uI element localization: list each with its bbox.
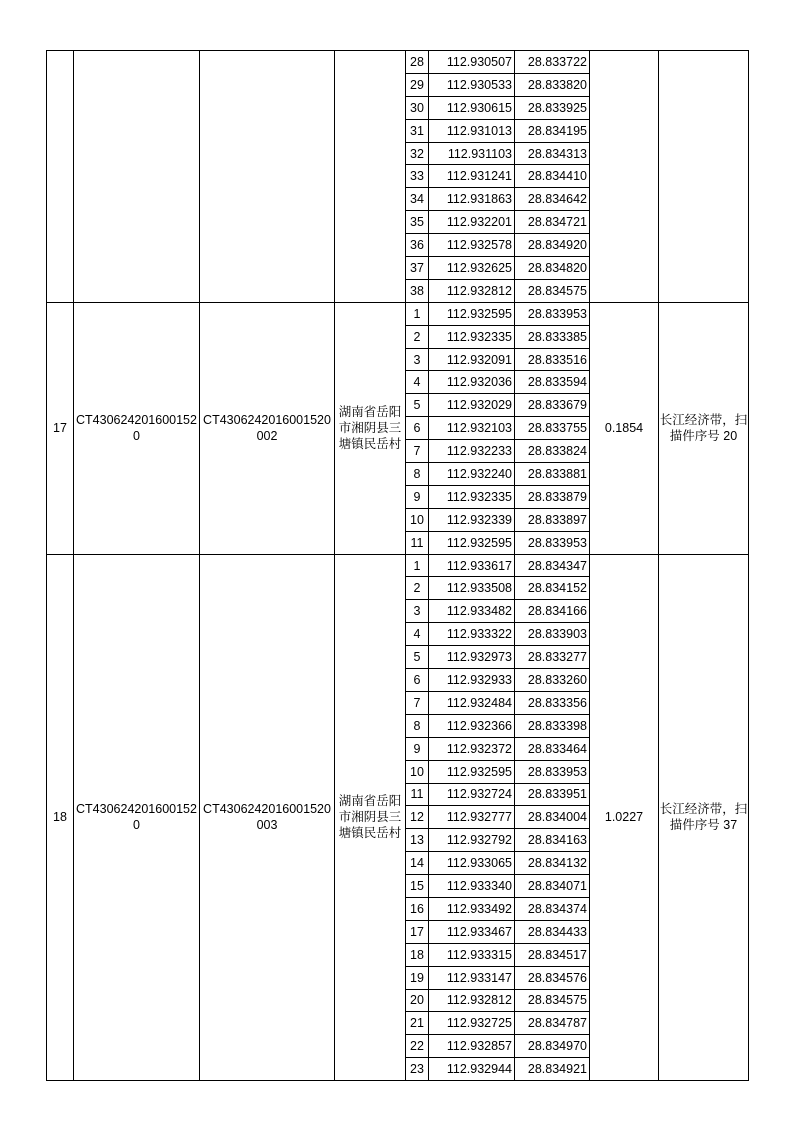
- point-number-cell: 37: [406, 257, 429, 280]
- latitude-cell: 28.834313: [515, 142, 590, 165]
- point-number-cell: 32: [406, 142, 429, 165]
- parcel-code-cell: CT4306242016001520: [74, 554, 200, 1080]
- point-number-cell: 19: [406, 966, 429, 989]
- longitude-cell: 112.932372: [429, 737, 515, 760]
- longitude-cell: 112.933315: [429, 943, 515, 966]
- latitude-cell: 28.833820: [515, 73, 590, 96]
- point-number-cell: 13: [406, 829, 429, 852]
- point-number-cell: 2: [406, 325, 429, 348]
- parcel-code-cell: [74, 51, 200, 303]
- point-number-cell: 10: [406, 760, 429, 783]
- longitude-cell: 112.932725: [429, 1012, 515, 1035]
- longitude-cell: 112.933482: [429, 600, 515, 623]
- point-number-cell: 36: [406, 234, 429, 257]
- longitude-cell: 112.933322: [429, 623, 515, 646]
- point-number-cell: 11: [406, 531, 429, 554]
- point-number-cell: 1: [406, 302, 429, 325]
- latitude-cell: 28.834132: [515, 852, 590, 875]
- point-number-cell: 22: [406, 1035, 429, 1058]
- point-number-cell: 6: [406, 417, 429, 440]
- latitude-cell: 28.834575: [515, 989, 590, 1012]
- point-number-cell: 29: [406, 73, 429, 96]
- longitude-cell: 112.932933: [429, 669, 515, 692]
- latitude-cell: 28.833824: [515, 440, 590, 463]
- point-number-cell: 15: [406, 875, 429, 898]
- longitude-cell: 112.932335: [429, 485, 515, 508]
- point-number-cell: 3: [406, 348, 429, 371]
- longitude-cell: 112.931013: [429, 119, 515, 142]
- point-row: [47, 302, 749, 325]
- area-cell: 0.1854: [590, 302, 659, 554]
- latitude-cell: 28.834787: [515, 1012, 590, 1035]
- parcel-sequence-cell: 18: [47, 554, 74, 1080]
- point-number-cell: 12: [406, 806, 429, 829]
- latitude-cell: 28.834517: [515, 943, 590, 966]
- longitude-cell: 112.932339: [429, 508, 515, 531]
- point-number-cell: 11: [406, 783, 429, 806]
- point-number-cell: 14: [406, 852, 429, 875]
- remark-cell: 长江经济带，扫描件序号 20: [659, 302, 749, 554]
- longitude-cell: 112.932335: [429, 325, 515, 348]
- latitude-cell: 28.834163: [515, 829, 590, 852]
- latitude-cell: 28.834575: [515, 279, 590, 302]
- parcel-sequence-cell: [47, 51, 74, 303]
- plot-code-cell: [200, 51, 335, 303]
- latitude-cell: 28.833925: [515, 96, 590, 119]
- latitude-cell: 28.833464: [515, 737, 590, 760]
- latitude-cell: 28.834347: [515, 554, 590, 577]
- parcel-code-cell: CT4306242016001520: [74, 302, 200, 554]
- point-number-cell: 5: [406, 394, 429, 417]
- parcel-sequence-cell: 17: [47, 302, 74, 554]
- latitude-cell: 28.833722: [515, 51, 590, 74]
- latitude-cell: 28.834433: [515, 920, 590, 943]
- point-number-cell: 8: [406, 714, 429, 737]
- latitude-cell: 28.834920: [515, 234, 590, 257]
- longitude-cell: 112.933065: [429, 852, 515, 875]
- longitude-cell: 112.932233: [429, 440, 515, 463]
- latitude-cell: 28.833953: [515, 760, 590, 783]
- point-number-cell: 38: [406, 279, 429, 302]
- longitude-cell: 112.932792: [429, 829, 515, 852]
- latitude-cell: 28.833594: [515, 371, 590, 394]
- latitude-cell: 28.834374: [515, 897, 590, 920]
- longitude-cell: 112.932973: [429, 646, 515, 669]
- point-number-cell: 8: [406, 463, 429, 486]
- area-cell: [590, 51, 659, 303]
- point-number-cell: 33: [406, 165, 429, 188]
- point-number-cell: 30: [406, 96, 429, 119]
- longitude-cell: 112.932201: [429, 211, 515, 234]
- latitude-cell: 28.834410: [515, 165, 590, 188]
- longitude-cell: 112.932625: [429, 257, 515, 280]
- point-row: [47, 51, 749, 74]
- coordinate-table: [46, 50, 749, 1081]
- longitude-cell: 112.932812: [429, 989, 515, 1012]
- longitude-cell: 112.933617: [429, 554, 515, 577]
- latitude-cell: 28.833679: [515, 394, 590, 417]
- point-number-cell: 35: [406, 211, 429, 234]
- latitude-cell: 28.833953: [515, 302, 590, 325]
- remark-cell: [659, 51, 749, 303]
- point-number-cell: 23: [406, 1058, 429, 1081]
- point-number-cell: 4: [406, 371, 429, 394]
- remark-cell: 长江经济带，扫描件序号 37: [659, 554, 749, 1080]
- longitude-cell: 112.932724: [429, 783, 515, 806]
- point-number-cell: 6: [406, 669, 429, 692]
- point-number-cell: 3: [406, 600, 429, 623]
- latitude-cell: 28.833356: [515, 691, 590, 714]
- latitude-cell: 28.833897: [515, 508, 590, 531]
- longitude-cell: 112.932812: [429, 279, 515, 302]
- latitude-cell: 28.833953: [515, 531, 590, 554]
- longitude-cell: 112.931241: [429, 165, 515, 188]
- latitude-cell: 28.834820: [515, 257, 590, 280]
- longitude-cell: 112.932944: [429, 1058, 515, 1081]
- point-number-cell: 17: [406, 920, 429, 943]
- longitude-cell: 112.933340: [429, 875, 515, 898]
- plot-code-cell: CT4306242016001520002: [200, 302, 335, 554]
- latitude-cell: 28.833881: [515, 463, 590, 486]
- point-row: [47, 554, 749, 577]
- longitude-cell: 112.932595: [429, 302, 515, 325]
- address-cell: 湖南省岳阳市湘阴县三塘镇民岳村: [335, 302, 406, 554]
- address-cell: [335, 51, 406, 303]
- point-number-cell: 34: [406, 188, 429, 211]
- longitude-cell: 112.932578: [429, 234, 515, 257]
- latitude-cell: 28.834642: [515, 188, 590, 211]
- latitude-cell: 28.834576: [515, 966, 590, 989]
- longitude-cell: 112.931863: [429, 188, 515, 211]
- coordinate-table-page: [46, 50, 748, 1077]
- point-number-cell: 10: [406, 508, 429, 531]
- longitude-cell: 112.932240: [429, 463, 515, 486]
- latitude-cell: 28.834921: [515, 1058, 590, 1081]
- longitude-cell: 112.932036: [429, 371, 515, 394]
- longitude-cell: 112.930615: [429, 96, 515, 119]
- latitude-cell: 28.833951: [515, 783, 590, 806]
- latitude-cell: 28.833516: [515, 348, 590, 371]
- longitude-cell: 112.932777: [429, 806, 515, 829]
- point-number-cell: 9: [406, 485, 429, 508]
- longitude-cell: 112.933492: [429, 897, 515, 920]
- latitude-cell: 28.834004: [515, 806, 590, 829]
- point-number-cell: 18: [406, 943, 429, 966]
- address-cell: 湖南省岳阳市湘阴县三塘镇民岳村: [335, 554, 406, 1080]
- latitude-cell: 28.833879: [515, 485, 590, 508]
- longitude-cell: 112.933147: [429, 966, 515, 989]
- latitude-cell: 28.833398: [515, 714, 590, 737]
- longitude-cell: 112.933508: [429, 577, 515, 600]
- point-number-cell: 4: [406, 623, 429, 646]
- point-number-cell: 28: [406, 51, 429, 74]
- point-number-cell: 20: [406, 989, 429, 1012]
- longitude-cell: 112.932595: [429, 760, 515, 783]
- latitude-cell: 28.834195: [515, 119, 590, 142]
- latitude-cell: 28.834970: [515, 1035, 590, 1058]
- point-number-cell: 1: [406, 554, 429, 577]
- point-number-cell: 16: [406, 897, 429, 920]
- latitude-cell: 28.834152: [515, 577, 590, 600]
- point-number-cell: 9: [406, 737, 429, 760]
- longitude-cell: 112.932595: [429, 531, 515, 554]
- latitude-cell: 28.833277: [515, 646, 590, 669]
- latitude-cell: 28.834166: [515, 600, 590, 623]
- point-number-cell: 5: [406, 646, 429, 669]
- point-number-cell: 7: [406, 691, 429, 714]
- area-cell: 1.0227: [590, 554, 659, 1080]
- longitude-cell: 112.932366: [429, 714, 515, 737]
- latitude-cell: 28.834721: [515, 211, 590, 234]
- latitude-cell: 28.833385: [515, 325, 590, 348]
- point-number-cell: 2: [406, 577, 429, 600]
- plot-code-cell: CT4306242016001520003: [200, 554, 335, 1080]
- longitude-cell: 112.932484: [429, 691, 515, 714]
- latitude-cell: 28.833903: [515, 623, 590, 646]
- longitude-cell: 112.932091: [429, 348, 515, 371]
- point-number-cell: 7: [406, 440, 429, 463]
- latitude-cell: 28.833755: [515, 417, 590, 440]
- longitude-cell: 112.933467: [429, 920, 515, 943]
- point-number-cell: 21: [406, 1012, 429, 1035]
- longitude-cell: 112.930507: [429, 51, 515, 74]
- longitude-cell: 112.932029: [429, 394, 515, 417]
- point-number-cell: 31: [406, 119, 429, 142]
- longitude-cell: 112.932103: [429, 417, 515, 440]
- longitude-cell: 112.931103: [429, 142, 515, 165]
- latitude-cell: 28.834071: [515, 875, 590, 898]
- longitude-cell: 112.932857: [429, 1035, 515, 1058]
- latitude-cell: 28.833260: [515, 669, 590, 692]
- longitude-cell: 112.930533: [429, 73, 515, 96]
